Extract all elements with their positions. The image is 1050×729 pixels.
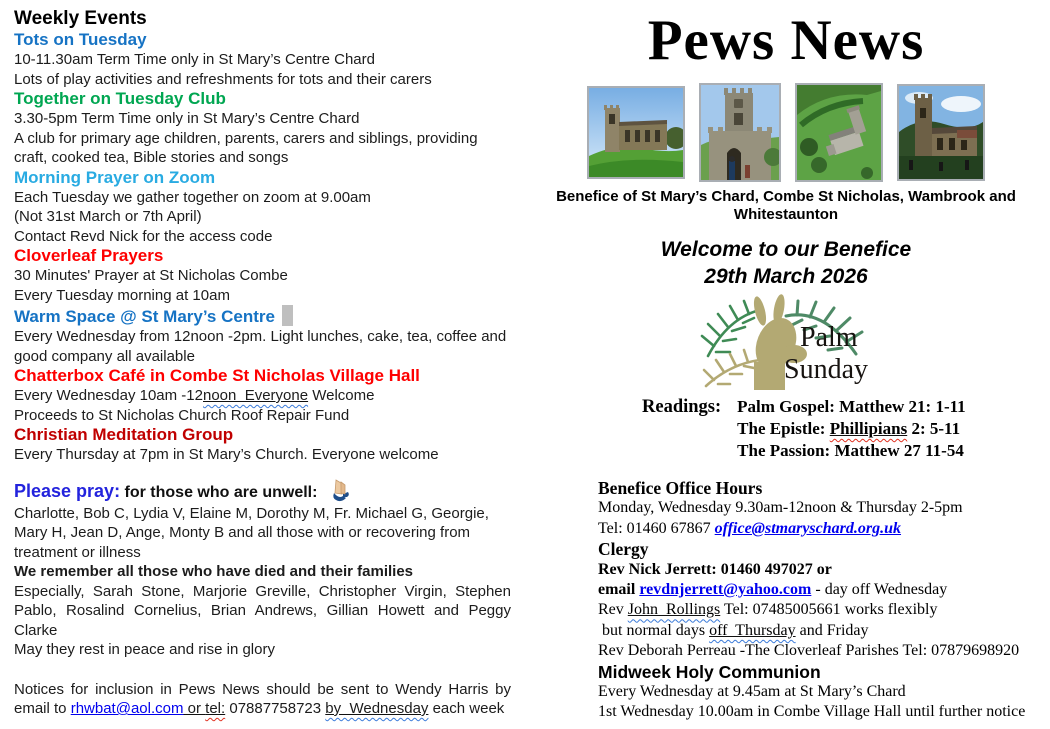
morning-prayer-heading: Morning Prayer on Zoom [14,167,216,187]
warm-space-heading: Warm Space @ St Mary’s Centre [14,305,511,327]
remember-line: We remember all those who have died and their families [14,563,414,580]
reading-epistle: The Epistle: Phillipians 2: 5-11 [737,419,961,438]
readings-block [642,396,1042,462]
office-hours-heading: Benefice Office Hours [598,478,763,498]
office-clergy-block [598,478,1038,723]
rev-rollings-line: Rev John Rollings Tel: 07485005661 works flexibly [598,601,938,619]
christian-meditation-heading: Christian Meditation Group [14,425,234,444]
weekly-events-column [14,8,511,719]
tots-on-tuesday-heading: Tots on Tuesday [14,30,147,49]
reading-palm-gospel: Palm Gospel: Matthew 21: 1-11 [737,397,966,416]
cloverleaf-prayers-heading: Cloverleaf Prayers [14,246,164,265]
chatterbox-heading: Chatterbox Café in Combe St Nicholas Village Hall [14,366,420,385]
sunday-word: Sunday [784,354,868,385]
john-rollings-underlined: John Rollings [627,601,721,619]
palm-word: Palm [800,322,858,353]
rev-nick-line: Rev Nick Jerrett: 01460 497027 or [598,560,832,578]
died-names: Especially, Sarah Stone, Marjorie Greville, Christopher Virgin, Stephen Pablo, Rosalind Cornelius, Brian Andrews, Gillian Howett and Peggy Clarke [14,582,511,639]
together-line2: A club for primary age children, parents, carers and siblings, providing craft, cooked tea, Bible stories and songs [14,129,478,166]
church-photo-3 [795,83,883,182]
morning-prayer-line3: Contact Revd Nick for the access code [14,227,273,245]
underlined-noon-everyone: noon Everyone [203,387,309,404]
tel-word: tel: [205,700,226,717]
weekly-events-title: Weekly Events [14,8,147,29]
christian-meditation-line1: Every Thursday at 7pm in St Mary’s Church. Everyone welcome [14,446,439,463]
welcome-line1: Welcome to our Benefice [660,238,912,261]
notices-paragraph: Notices for inclusion in Pews News should be sent to Wendy Harris by email to rhwbat@aol.com or tel: 07887758723 by Wednesday each week [14,680,511,717]
midweek-communion-heading: Midweek Holy Communion [598,661,821,682]
together-on-tuesday-heading: Together on Tuesday Club [14,89,226,108]
nick-email-link[interactable]: revdnjerrett@yahoo.com [639,581,812,599]
church-photos-row [530,83,1042,182]
midweek-line2: 1st Wednesday 10.00am in Combe Village Hall until further notice [598,703,1026,721]
office-hours-line: Monday, Wednesday 9.30am-12noon & Thursday 2-5pm [598,499,963,517]
midweek-line1: Every Wednesday at 9.45am at St Mary’s Chard [598,683,906,701]
morning-prayer-line2: (Not 31st March or 7th April) [14,208,202,225]
office-email-link[interactable]: office@stmaryschard.org.uk [714,519,902,537]
unwell-names: Charlotte, Bob C, Lydia V, Elaine M, Dorothy M, Fr. Michael G, Georgie, Mary H, Jean D, Ange, Monty B and all those with or recovering from treatment or illness [14,504,489,561]
rev-nick-email-line: email revdnjerrett@yahoo.com - day off Wednesday [598,581,948,599]
off-thursday-underlined: off Thursday [709,621,796,639]
rhwbat-email-link[interactable]: rhwbat@aol.com [70,700,184,717]
rollings-days-line: but normal days off Thursday and Friday [598,621,869,639]
office-tel-line: Tel: 01460 67867 office@stmaryschard.org.uk [598,519,902,537]
warm-space-line1: Every Wednesday from 12noon -2pm. Light lunches, cake, tea, coffee and good company all available [14,328,507,365]
unwell-subheading: for those who are unwell: [120,483,318,501]
cloverleaf-line2: Every Tuesday morning at 10am [14,286,230,304]
benefice-column [530,0,1042,723]
cloverleaf-line1: 30 Minutes' Prayer at St Nicholas Combe [14,267,288,284]
tots-line1: 10-11.30am Term Time only in St Mary’s Centre Chard [14,51,375,68]
chatterbox-line1: Every Wednesday 10am -12noon Everyone Welcome [14,387,375,404]
grey-placeholder-box [282,305,293,326]
please-pray-line [14,478,511,504]
welcome-heading [530,236,1042,290]
benefice-caption: Benefice of St Mary’s Chard, Combe St Nicholas, Wambrook and Whitestaunton [556,188,1016,223]
rev-deborah-line: Rev Deborah Perreau -The Cloverleaf Parishes Tel: 07879698920 [598,642,1020,660]
by-wednesday-underlined: by Wednesday [325,700,429,717]
morning-prayer-line1: Each Tuesday we gather together on zoom at 9.00am [14,188,371,206]
church-photo-4 [897,84,985,181]
welcome-line2: 29th March 2026 [704,265,868,288]
palm-sunday-image [696,294,876,390]
page-title: Pews News [647,9,925,72]
rest-in-peace-line: May they rest in peace and rise in glory [14,641,275,658]
please-pray-heading: Please pray: [14,480,121,501]
church-photo-1 [587,86,685,179]
praying-hands-icon [327,478,353,504]
church-photo-2 [699,83,781,182]
chatterbox-line2: Proceeds to St Nicholas Church Roof Repair Fund [14,406,350,424]
clergy-heading: Clergy [598,539,649,560]
readings-label: Readings: [642,397,722,417]
phillipians-word: Phillipians [829,419,908,438]
tots-line2: Lots of play activities and refreshments for tots and their carers [14,70,432,88]
reading-passion: The Passion: Matthew 27 11-54 [737,441,964,460]
together-line1: 3.30-5pm Term Time only in St Mary’s Centre Chard [14,110,360,127]
